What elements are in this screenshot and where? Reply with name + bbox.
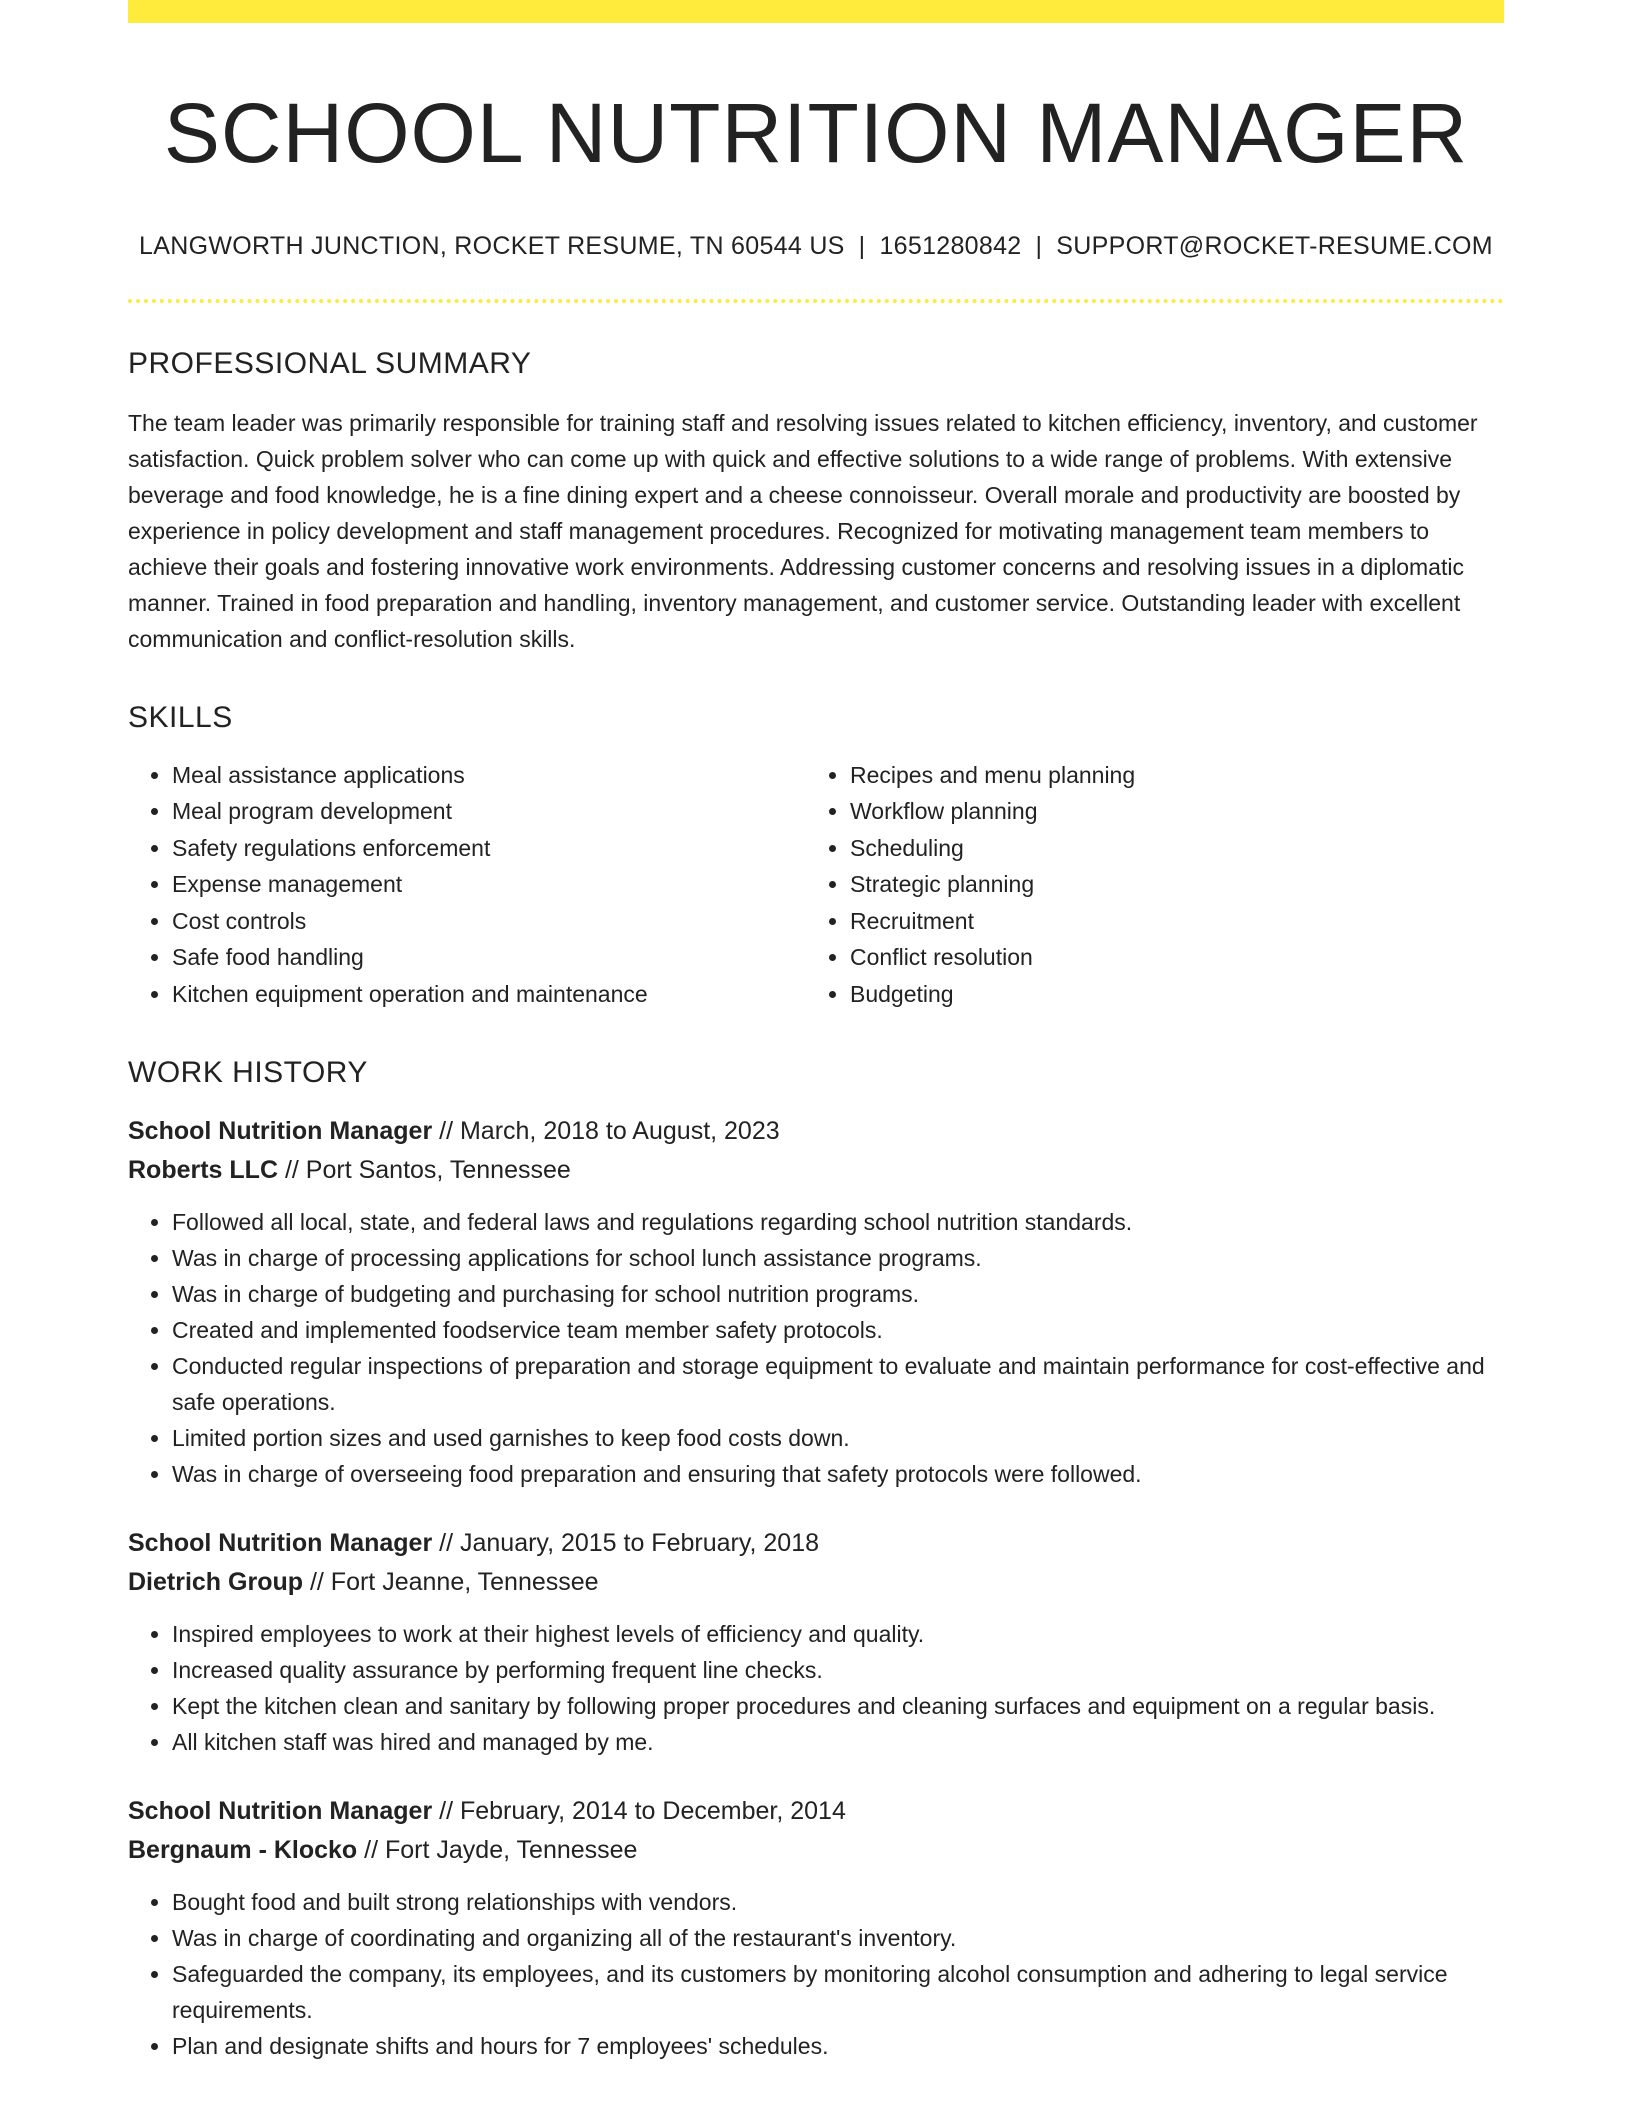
job-bullet: • Inspired employees to work at their highest levels of efficiency and quality. bbox=[172, 1616, 1504, 1652]
job-bullets bbox=[128, 1616, 1504, 1760]
job-location: // Fort Jeanne, Tennessee bbox=[309, 1568, 599, 1597]
job-dates: // January, 2015 to February, 2018 bbox=[439, 1529, 819, 1558]
skill-item: • Strategic planning bbox=[850, 866, 1484, 903]
job-title-line bbox=[128, 1524, 1504, 1563]
job-company-line bbox=[128, 1563, 1504, 1602]
skill-item: • Kitchen equipment operation and maintenance bbox=[172, 976, 806, 1013]
job-company: Bergnaum - Klocko bbox=[128, 1836, 358, 1865]
job-dates: // February, 2014 to December, 2014 bbox=[439, 1797, 846, 1826]
skill-item: • Budgeting bbox=[850, 976, 1484, 1013]
job-company: Dietrich Group bbox=[128, 1568, 304, 1597]
skills-column-right bbox=[806, 757, 1484, 1013]
skill-item: • Recruitment bbox=[850, 903, 1484, 940]
skill-item: • Safety regulations enforcement bbox=[172, 830, 806, 867]
skill-item: • Expense management bbox=[172, 866, 806, 903]
contact-address: LANGWORTH JUNCTION, ROCKET RESUME, TN 60544 US bbox=[139, 231, 845, 260]
work-history-heading: WORK HISTORY bbox=[128, 1056, 368, 1090]
job-bullet: • Kept the kitchen clean and sanitary by following proper procedures and cleaning surfaces and equipment on a regular basis. bbox=[172, 1688, 1504, 1724]
job-bullet: • All kitchen staff was hired and managed by me. bbox=[172, 1724, 1504, 1760]
resume-title: SCHOOL NUTRITION MANAGER bbox=[163, 86, 1469, 180]
job-company-line bbox=[128, 1151, 1504, 1190]
job-bullet: • Was in charge of processing applications for school lunch assistance programs. bbox=[172, 1240, 1504, 1276]
job-dates: // March, 2018 to August, 2023 bbox=[439, 1117, 780, 1146]
skill-item: • Scheduling bbox=[850, 830, 1484, 867]
job-bullets bbox=[128, 1204, 1504, 1492]
job-title: School Nutrition Manager bbox=[128, 1529, 433, 1558]
skill-item: • Meal program development bbox=[172, 793, 806, 830]
skill-item: • Conflict resolution bbox=[850, 939, 1484, 976]
job-bullet: • Safeguarded the company, its employees, and its customers by monitoring alcohol consumption and adhering to legal service requirements. bbox=[172, 1956, 1504, 2028]
job-bullet: • Increased quality assurance by performing frequent line checks. bbox=[172, 1652, 1504, 1688]
accent-top-bar bbox=[128, 0, 1504, 23]
job-title: School Nutrition Manager bbox=[128, 1797, 433, 1826]
summary-text: The team leader was primarily responsible for training staff and resolving issues related to kitchen efficiency, inventory, and customer satisfaction. Quick problem solver who can come up with quick and effective solutions to a wide range of problems. With extensive beverage and food knowledge, he is a fine dining expert and a cheese connoisseur. Overall morale and productivity are boosted by experience in policy development and staff management procedures. Recognized for motivating management team members to achieve their goals and fostering innovative work environments. Addressing customer concerns and resolving issues in a diplomatic manner. Trained in food preparation and handling, inventory management, and customer service. Outstanding leader with excellent communication and conflict-resolution skills. bbox=[128, 409, 1478, 652]
skill-item: • Cost controls bbox=[172, 903, 806, 940]
job-bullets bbox=[128, 1884, 1504, 2064]
job-entry bbox=[128, 1112, 1504, 1492]
dotted-divider bbox=[128, 299, 1504, 303]
skill-item: • Safe food handling bbox=[172, 939, 806, 976]
job-location: // Fort Jayde, Tennessee bbox=[364, 1836, 638, 1865]
resume-page bbox=[128, 0, 1504, 2064]
job-bullet: • Was in charge of overseeing food preparation and ensuring that safety protocols were followed. bbox=[172, 1456, 1504, 1492]
job-bullet: • Plan and designate shifts and hours for 7 employees' schedules. bbox=[172, 2028, 1504, 2064]
skill-item: • Meal assistance applications bbox=[172, 757, 806, 794]
skills-heading: SKILLS bbox=[128, 700, 233, 734]
contact-line bbox=[128, 232, 1504, 261]
job-title-line bbox=[128, 1112, 1504, 1151]
job-company-line bbox=[128, 1831, 1504, 1870]
job-entry bbox=[128, 1792, 1504, 2064]
skill-item: • Workflow planning bbox=[850, 793, 1484, 830]
skills-list bbox=[128, 757, 1504, 1013]
contact-phone[interactable]: 1651280842 bbox=[879, 231, 1022, 260]
job-bullet: • Conducted regular inspections of preparation and storage equipment to evaluate and maintain performance for cost-effective and safe operations. bbox=[172, 1348, 1504, 1420]
job-company: Roberts LLC bbox=[128, 1156, 278, 1185]
job-title-line bbox=[128, 1792, 1504, 1831]
job-bullet: • Followed all local, state, and federal laws and regulations regarding school nutrition standards. bbox=[172, 1204, 1504, 1240]
work-history-list bbox=[128, 1112, 1504, 2064]
job-bullet: • Bought food and built strong relationships with vendors. bbox=[172, 1884, 1504, 1920]
job-bullet: • Was in charge of coordinating and organizing all of the restaurant's inventory. bbox=[172, 1920, 1504, 1956]
job-bullet: • Was in charge of budgeting and purchasing for school nutrition programs. bbox=[172, 1276, 1504, 1312]
job-bullet: • Limited portion sizes and used garnishes to keep food costs down. bbox=[172, 1420, 1504, 1456]
contact-separator: | bbox=[858, 231, 866, 260]
contact-separator: | bbox=[1035, 231, 1043, 260]
job-title: School Nutrition Manager bbox=[128, 1117, 433, 1146]
summary-heading: PROFESSIONAL SUMMARY bbox=[128, 346, 532, 380]
job-bullet: • Created and implemented foodservice team member safety protocols. bbox=[172, 1312, 1504, 1348]
skill-item: • Recipes and menu planning bbox=[850, 757, 1484, 794]
job-location: // Port Santos, Tennessee bbox=[284, 1156, 571, 1185]
job-entry bbox=[128, 1524, 1504, 1760]
contact-email[interactable]: SUPPORT@ROCKET-RESUME.COM bbox=[1056, 231, 1493, 260]
skills-column-left bbox=[128, 757, 806, 1013]
